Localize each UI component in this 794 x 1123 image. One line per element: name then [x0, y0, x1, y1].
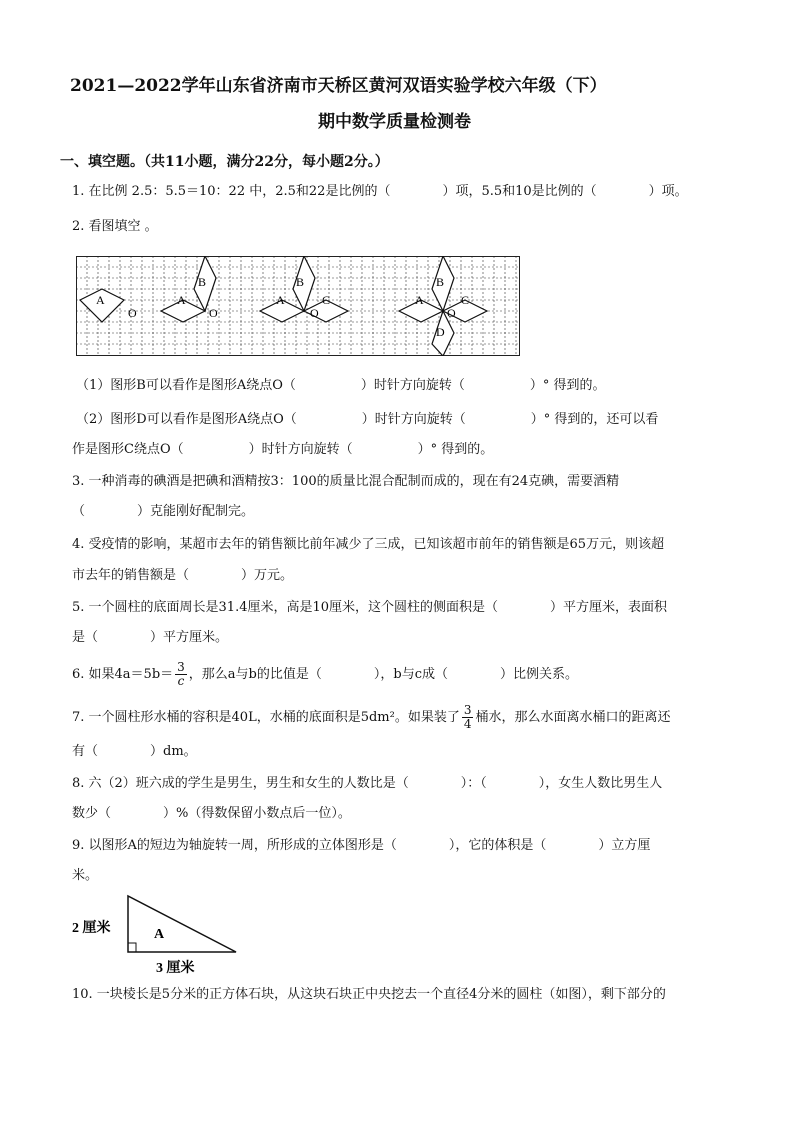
label-O: O	[209, 306, 218, 320]
q7-suffix: 桶水，那么水面离水桶口的距离还	[475, 710, 671, 725]
label-O: O	[128, 306, 137, 320]
label-O: O	[447, 306, 456, 320]
question-9-line2: 米。	[72, 868, 99, 883]
q7-denominator: 4	[463, 717, 472, 731]
q7-prefix: 7. 一个圆柱形水桶的容积是40L，水桶的底面积是5dm²。如果装了	[72, 710, 460, 725]
question-10: 10. 一块棱长是5分米的正方体石块，从这块石块正中央挖去一个直径4分米的圆柱（如图），剩下部分的	[72, 987, 666, 1002]
question-9-line1: 9. 以图形A的短边为轴旋转一周，所形成的立体图形是（ ），它的体积是（ ）立方厘	[72, 838, 651, 853]
triangle-figure	[70, 892, 250, 978]
q6-suffix: ，那么a与b的比值是（ ），b与c成（ ）比例关系。	[188, 667, 578, 682]
label-A: A	[415, 293, 424, 307]
q7-fraction	[462, 704, 474, 731]
q6-numerator: 3	[177, 660, 185, 674]
label-A: A	[177, 293, 186, 307]
q6-denominator: c	[177, 674, 185, 688]
question-2: 2. 看图填空 。	[72, 219, 158, 234]
rotation-grid-figure	[76, 256, 520, 356]
triangle-label-A: A	[154, 927, 165, 942]
title-line-2: 期中数学质量检测卷	[318, 112, 471, 132]
question-6	[72, 660, 578, 690]
label-A: A	[276, 293, 285, 307]
question-3-line2: （ ）克能刚好配制完。	[72, 504, 255, 519]
q6-prefix: 6. 如果4a＝5b＝	[72, 667, 174, 682]
question-4-line1: 4. 受疫情的影响，某超市去年的销售额比前年减少了三成，已知该超市前年的销售额是65万元，则该超	[72, 537, 665, 552]
question-2-2-line1: （2）图形D可以看作是图形A绕点O（ ）时针方向旋转（ ）° 得到的，还可以看	[76, 412, 659, 427]
question-1: 1. 在比例 2.5：5.5＝10：22 中，2.5和22是比例的（ ）项，5.5和10是比例的（ ）项。	[72, 184, 688, 199]
question-4-line2: 市去年的销售额是（ ）万元。	[72, 568, 294, 583]
label-C: C	[461, 293, 470, 307]
label-A: A	[96, 293, 105, 307]
triangle-long-side: 3 厘米	[156, 961, 195, 976]
question-7-line2: 有（ ）dm。	[72, 744, 197, 759]
question-8-line2: 数少（ ）%（得数保留小数点后一位）。	[72, 806, 351, 821]
triangle-short-side: 2 厘米	[72, 921, 111, 936]
label-B: B	[296, 275, 305, 289]
q6-fraction	[175, 661, 187, 688]
label-O: O	[310, 306, 319, 320]
question-7-line1	[72, 703, 671, 733]
question-5-line1: 5. 一个圆柱的底面周长是31.4厘米，高是10厘米，这个圆柱的侧面积是（ ）平方厘米，表面积	[72, 600, 668, 615]
label-B: B	[198, 275, 207, 289]
question-5-line2: 是（ ）平方厘米。	[72, 630, 229, 645]
question-2-1: （1）图形B可以看作是图形A绕点O（ ）时针方向旋转（ ）° 得到的。	[76, 378, 606, 393]
label-C: C	[322, 293, 331, 307]
question-8-line1: 8. 六（2）班六成的学生是男生，男生和女生的人数比是（ ）：（ ），女生人数比男生人	[72, 776, 663, 791]
label-D: D	[436, 325, 445, 339]
title-line-1: 2021—2022学年山东省济南市天桥区黄河双语实验学校六年级（下）	[70, 76, 607, 96]
q7-numerator: 3	[463, 703, 472, 717]
label-B: B	[436, 275, 445, 289]
section-heading: 一、填空题。（共11小题，满分22分，每小题2分。）	[60, 154, 389, 170]
question-2-2-line2: 作是图形C绕点O（ ）时针方向旋转（ ）° 得到的。	[72, 442, 494, 457]
question-3-line1: 3. 一种消毒的碘酒是把碘和酒精按3：100的质量比混合配制而成的，现在有24克碘，需要酒精	[72, 474, 620, 489]
